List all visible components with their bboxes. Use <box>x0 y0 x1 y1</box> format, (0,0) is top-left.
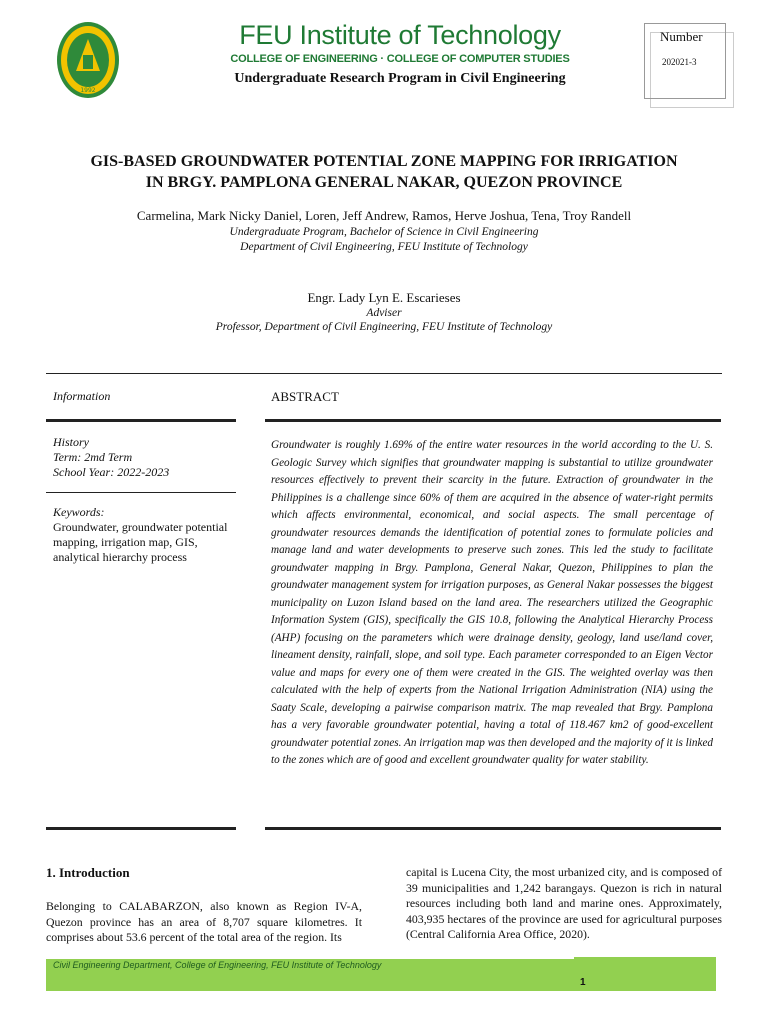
info-divider-mid <box>46 492 236 493</box>
history-label: History <box>53 435 89 449</box>
abstract-divider-top <box>265 419 721 422</box>
number-label: Number <box>660 29 703 44</box>
abstract-heading: ABSTRACT <box>271 389 339 404</box>
number-value: 202021-3 <box>662 57 697 67</box>
intro-column-2: capital is Lucena City, the most urbanized city, and is composed of 39 municipalities and 1,242 barangays. Quezon is rich in natural resources including both land and marine ones. Approximately, 403,935 hectares of the province are used for agricultural purposes (Central California Area Office, 2020). <box>406 865 722 941</box>
abstract-divider-bottom <box>265 827 721 830</box>
abstract-text: Groundwater is roughly 1.69% of the entire water resources in the world according to the U. S. Geologic Survey which signifies that groundwater mapping is substantial to utilize groundwater resources effectively to prevent their scarcity in the future. Extraction of groundwater in the Philippines is a challenge since 60% of them are acquired in the absence of water-right permits which affects environmental, economical, and social aspects. The small percentage of groundwater resources demands the identification of potential zones to formulate policies and manage land and water developments to preserve such zones. This led the study to facilitate groundwater mapping in Brgy. Pamplona, General Nakar, Quezon, Philippines to plan the groundwater management system for irrigation purposes, as General Nakar possesses the biggest municipality on Luzon Island based on the land area. The researchers utilized the Geographic Information System (GIS), specifically the GIS 10.8, following the Analytical Hierarchy Process (AHP) focusing on the parameters which were drainage density, geology, land use/land cover, lineament density, rainfall, slope, and soil type. Each parameter corresponded to an Eigen Vector value and maps for every one of them were created in the GIS. The weighted overlay was then calculated with the help of experts from the National Irrigation Administration (NIA) using the Saaty Scale, developing a pairwise comparison matrix. The map revealed that Brgy. Pamplona has a very favorable groundwater potential, having a total of 118.467 km2 of good-excellent groundwater potential zones. An irrigation map was then developed and the majority of it is linked to the zones which are of good and excellent groundwater quality for water stability. <box>271 439 713 766</box>
adviser-role: Adviser <box>366 307 402 319</box>
history-block <box>53 435 169 480</box>
affiliation-2: Department of Civil Engineering, FEU Institute of Technology <box>240 241 528 253</box>
institution-name: FEU Institute of Technology <box>239 20 561 50</box>
intro-column-1: Belonging to CALABARZON, also known as Region IV-A, Quezon province has an area of 8,707 square kilometres. It comprises about 53.6 percent of the total area of the region. Its <box>46 899 362 944</box>
information-heading: Information <box>53 389 111 403</box>
paper-title <box>40 151 728 193</box>
info-divider-bottom <box>46 827 236 830</box>
svg-text:1992: 1992 <box>80 87 96 94</box>
info-divider-top <box>46 419 236 422</box>
title-line-1: GIS-BASED GROUNDWATER POTENTIAL ZONE MAPPING FOR IRRIGATION <box>90 153 678 170</box>
term: Term: 2md Term <box>53 450 133 464</box>
keywords-block <box>53 505 239 565</box>
footer-line <box>46 957 574 959</box>
colleges-line: COLLEGE OF ENGINEERING · COLLEGE OF COMPUTER STUDIES <box>230 53 570 65</box>
adviser-name: Engr. Lady Lyn E. Escarieses <box>307 290 461 305</box>
title-line-2: IN BRGY. PAMPLONA GENERAL NAKAR, QUEZON PROVINCE <box>145 174 623 191</box>
authors: Carmelina, Mark Nicky Daniel, Loren, Jeff Andrew, Ramos, Herve Joshua, Tena, Troy Randell <box>136 208 632 223</box>
top-divider <box>46 373 722 374</box>
feu-seal-logo <box>56 21 120 99</box>
keywords-label: Keywords: <box>53 505 105 519</box>
affiliation-1: Undergraduate Program, Bachelor of Science in Civil Engineering <box>229 226 539 238</box>
school-year: School Year: 2022-2023 <box>53 465 170 479</box>
page-number: 1 <box>580 977 586 988</box>
introduction-heading: 1. Introduction <box>46 865 130 880</box>
keywords-text: Groundwater, groundwater potential mapping, irrigation map, GIS, analytical hierarchy process <box>53 520 228 564</box>
footer-text: Civil Engineering Department, College of Engineering, FEU Institute of Technology <box>53 960 382 970</box>
program-name: Undergraduate Research Program in Civil Engineering <box>234 71 566 86</box>
adviser-affiliation: Professor, Department of Civil Engineering, FEU Institute of Technology <box>215 321 553 333</box>
